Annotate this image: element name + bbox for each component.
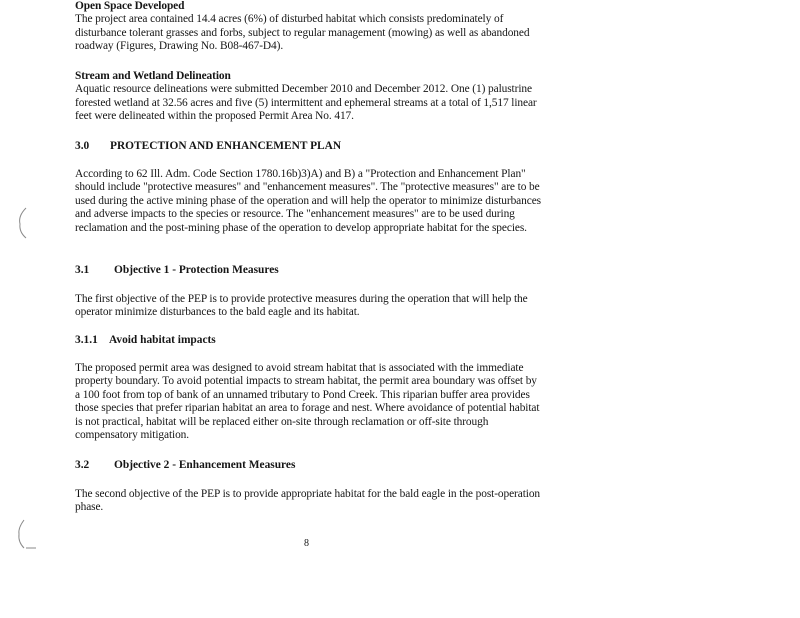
paragraph-open-space-text: The project area contained 14.4 acres (6%) of disturbed habitat which consists predominately of disturbance tolerant grasses and forbs, subject to regular management (mowing) as well as abandoned roadway (Figures, Drawing No. B08-467-D4). <box>75 13 530 53</box>
heading-stream-wetland: Stream and Wetland Delineation <box>75 70 231 82</box>
page-number: 8 <box>304 538 309 549</box>
section-number: 3.1.1 <box>75 334 98 346</box>
section-number: 3.2 <box>75 459 90 471</box>
paragraph-avoid-habitat: The proposed permit area was designed to avoid stream habitat that is associated with the immediate property boundary. To avoid potential impacts to stream habitat, the permit area boundary was offset by a 100 foot from top of bank of an unnamed tributary to Pond Creek. This riparian buffer area provides those species that prefer riparian habitat an area to forage and nest. Where avoidance of potential habitat is not practical, habitat will be replaced either on-site through reclamation or off-site through compensatory mitigation. <box>75 362 540 442</box>
paragraph-pep-intro: According to 62 Ill. Adm. Code Section 1780.16b)3)A) and B) a "Protection and Enhancement Plan" should include "protective measures" and "enhancement measures". The "protective measures" are to be used during the active mining phase of the operation and will help the operator to minimize disturbances and adverse impacts to the species or resource. The "enhancement measures" are to be used during reclamation and the post-mining phase of the operation to develop appropriate habitat for the species. <box>75 168 541 234</box>
section-title: Objective 2 - Enhancement Measures <box>114 459 296 471</box>
paragraph-stream-wetland <box>75 70 543 124</box>
section-number: 3.0 <box>75 140 90 152</box>
section-title: Objective 1 - Protection Measures <box>114 264 279 276</box>
paragraph-stream-wetland-text: Aquatic resource delineations were submitted December 2010 and December 2012. One (1) palustrine forested wetland at 32.56 acres and five (5) intermittent and ephemeral streams at a total of 1,517 linear feet were delineated within the proposed Permit Area No. 417. <box>75 83 537 123</box>
section-title: Avoid habitat impacts <box>109 334 216 346</box>
paragraph-objective-1: The first objective of the PEP is to provide protective measures during the operation that will help the operator minimize disturbances to the bald eagle and its habitat. <box>75 293 528 319</box>
scan-mark-icon <box>14 206 28 240</box>
section-3-2-heading <box>75 459 296 472</box>
paragraph-open-space <box>75 0 543 54</box>
paragraph-objective-2: The second objective of the PEP is to provide appropriate habitat for the bald eagle in the post-operation phase. <box>75 488 541 514</box>
scan-mark-icon <box>14 518 38 552</box>
section-3-1-1-heading <box>75 334 216 347</box>
section-title: PROTECTION AND ENHANCEMENT PLAN <box>110 140 342 152</box>
section-number: 3.1 <box>75 264 90 276</box>
heading-open-space: Open Space Developed <box>75 0 185 12</box>
section-3-1-heading <box>75 264 279 277</box>
section-3-0-heading <box>75 140 342 153</box>
